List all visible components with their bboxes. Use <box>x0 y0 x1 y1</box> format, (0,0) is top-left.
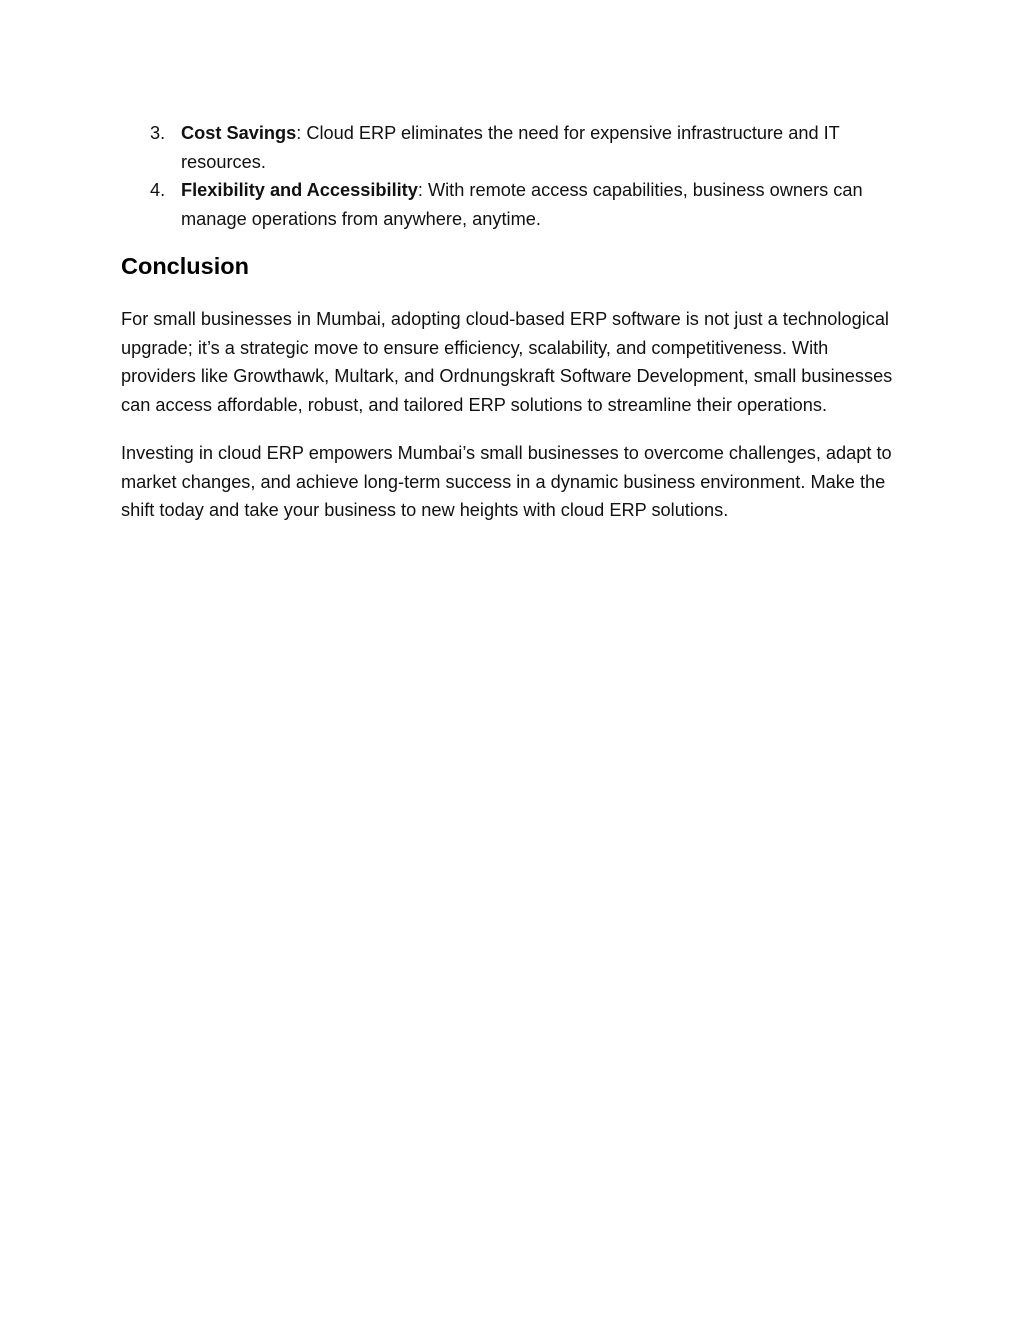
conclusion-paragraph: For small businesses in Mumbai, adopting cloud-based ERP software is not just a technological upgrade; it’s a strategic move to ensure efficiency, scalability, and competitiveness. With providers like Growthawk, Multark, and Ordnungskraft Software Development, small businesses can access affordable, robust, and tailored ERP solutions to streamline their operations. <box>121 309 893 415</box>
list-item-number: 4. <box>150 180 166 200</box>
benefits-list <box>121 119 906 233</box>
document-body <box>121 119 906 525</box>
list-item-text: : Cloud ERP eliminates the need for expensive infrastructure and IT resources. <box>181 123 840 172</box>
list-item <box>121 119 906 176</box>
list-item-term: Cost Savings <box>181 123 297 143</box>
list-item <box>121 176 906 233</box>
list-item-text: : With remote access capabilities, business owners can manage operations from anywhere, anytime. <box>181 180 863 229</box>
conclusion-heading: Conclusion <box>121 253 249 279</box>
conclusion-paragraph: Investing in cloud ERP empowers Mumbai’s small businesses to overcome challenges, adapt to market changes, and achieve long-term success in a dynamic business environment. Make the shift today and take your business to new heights with cloud ERP solutions. <box>121 443 892 520</box>
list-item-term: Flexibility and Accessibility <box>181 180 418 200</box>
list-item-number: 3. <box>150 123 166 143</box>
